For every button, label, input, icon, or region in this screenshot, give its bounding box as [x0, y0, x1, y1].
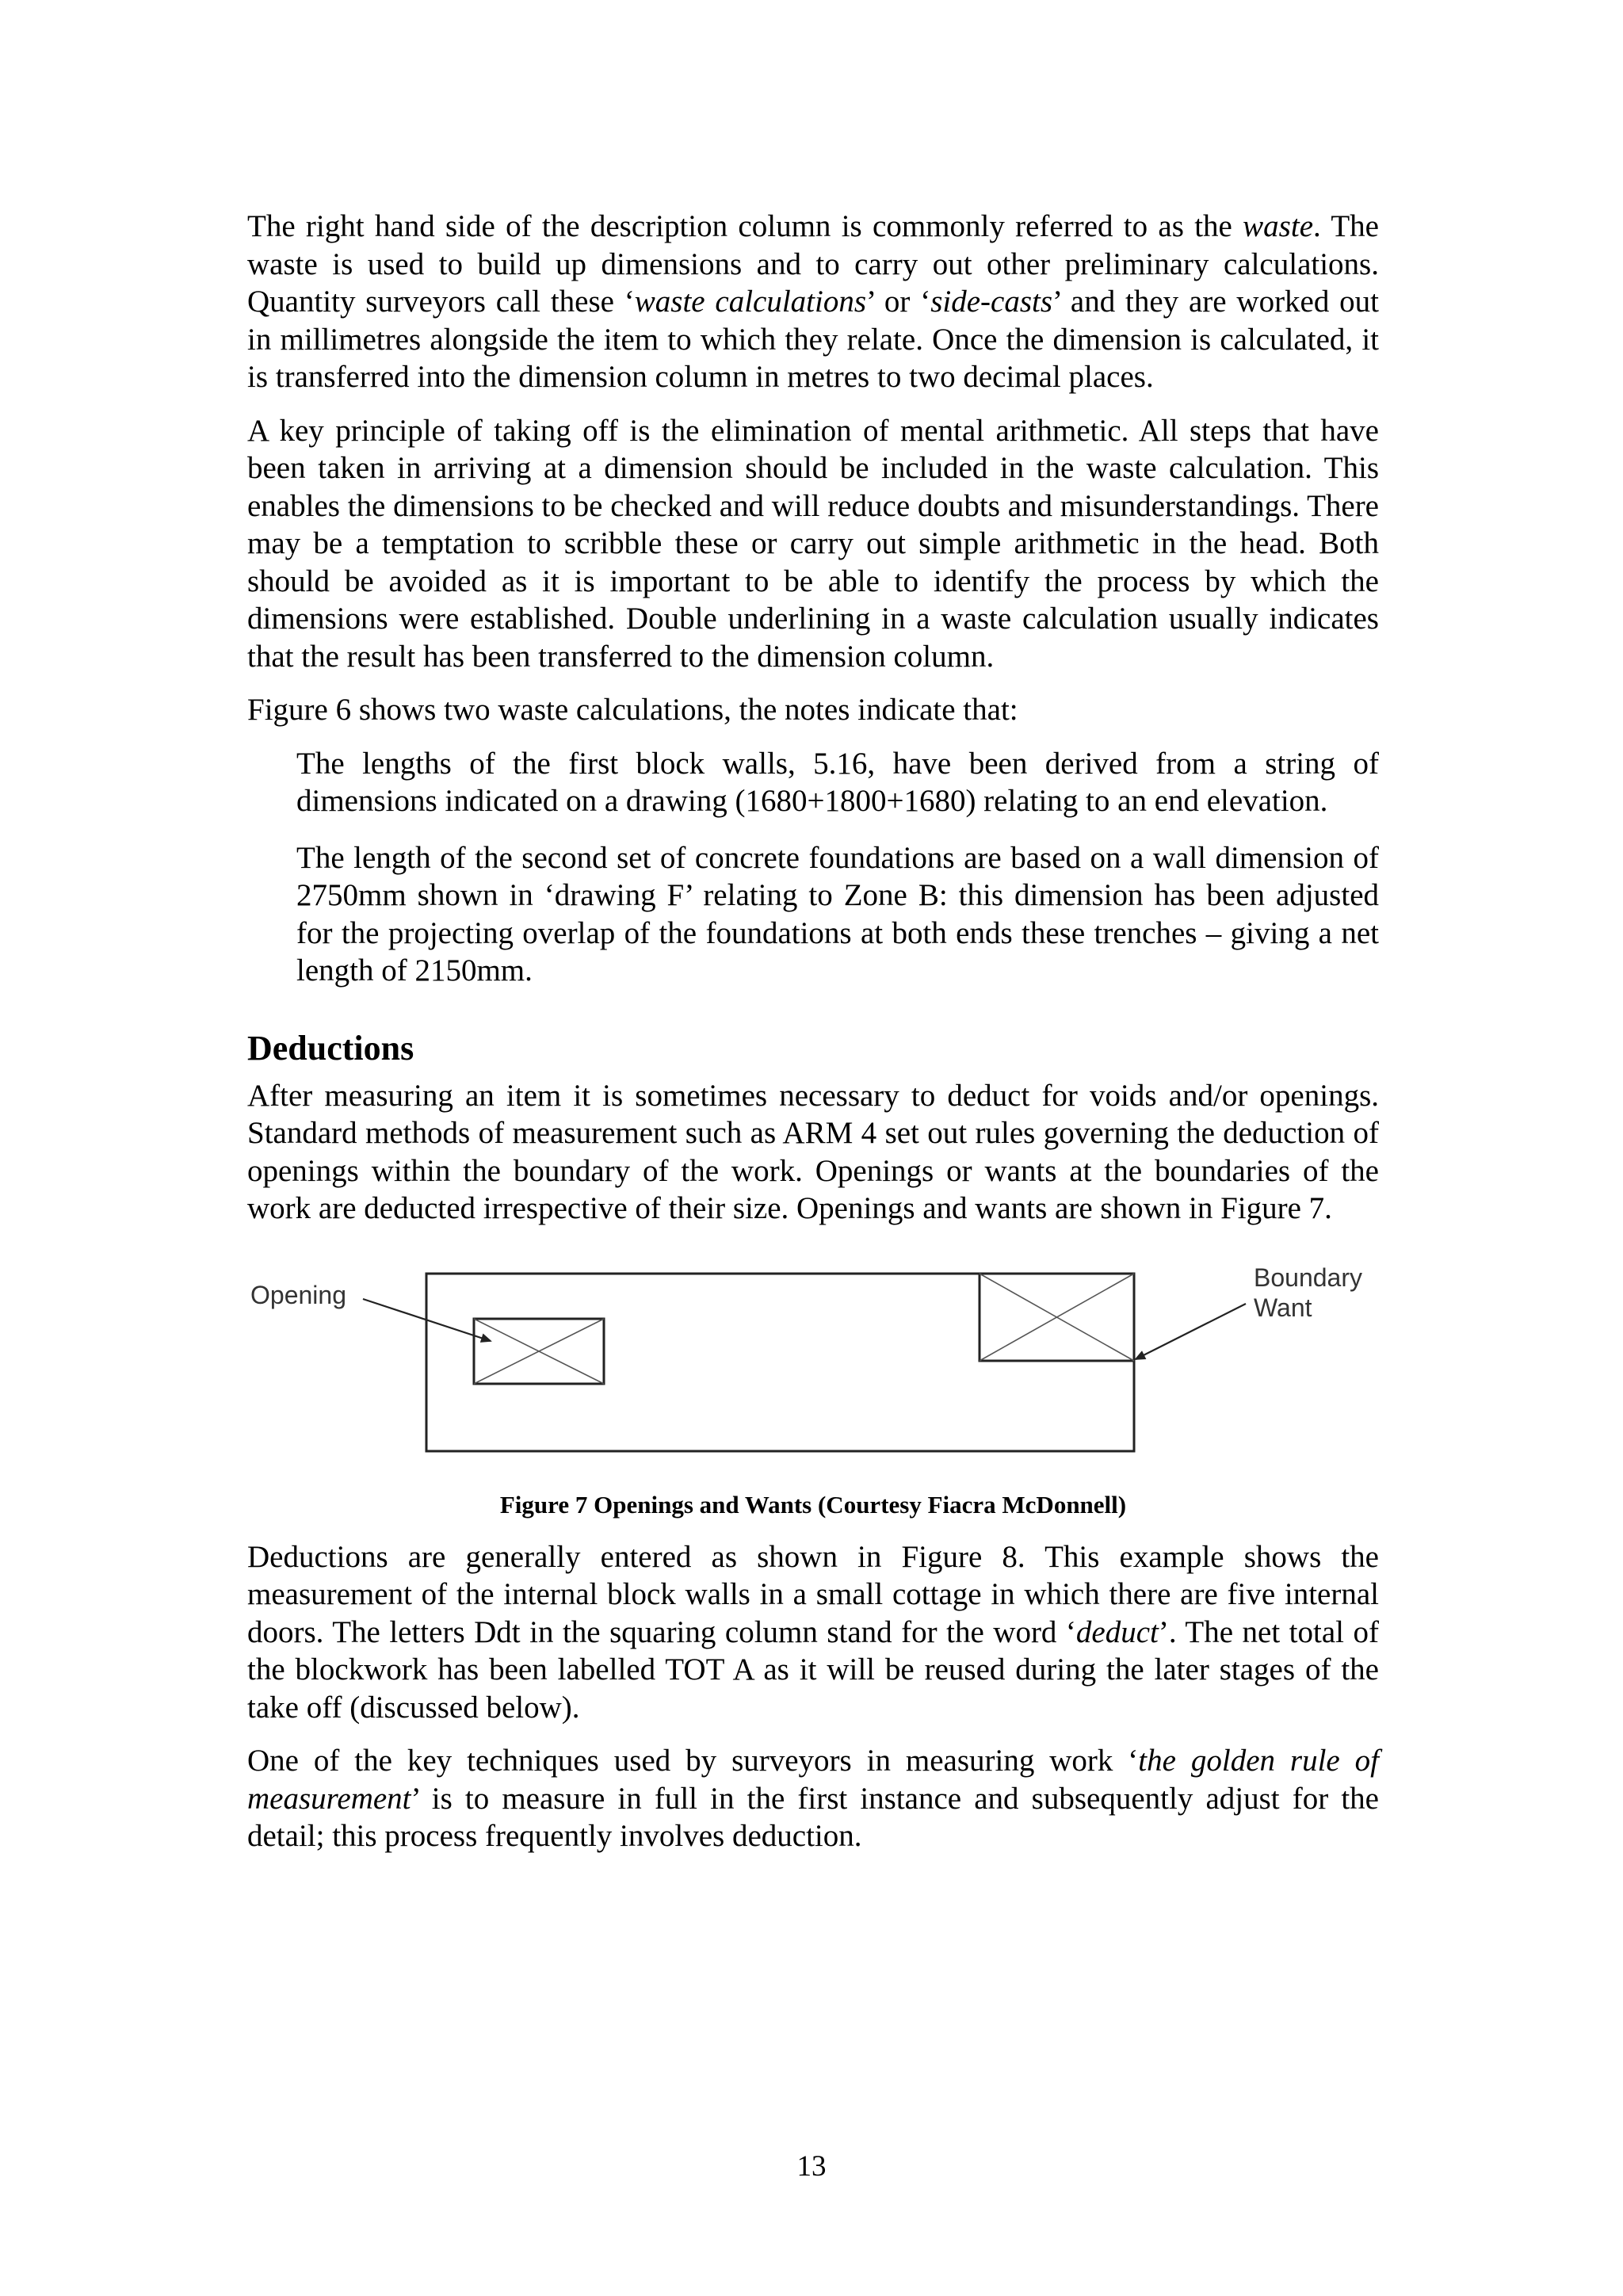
boundary-want-arrow: [1136, 1304, 1246, 1359]
bullet-icon: [247, 839, 296, 990]
boundary-label: Boundary: [1254, 1263, 1362, 1292]
paragraph-figure6-intro: Figure 6 shows two waste calculations, the notes indicate that:: [247, 693, 1018, 727]
bullet-text: The length of the second set of concrete foundations are based on a wall dimension of 2750mm shown in ‘drawing F’ relating to Zone B: this dimension has been adjusted for the projecting overlap of the foundations at both ends these trenches – giving a net length of 2150mm.: [296, 840, 1379, 988]
paragraph-deductions: After measuring an item it is sometimes necessary to deduct for voids and/or openings. Standard methods of measurement such as ARM 4 set out rules governing the deduction of openings within the boundary of the work. Openings or wants at the boundaries of the work are deducted irrespective of their size. Openings and wants are shown in Figure 7.: [247, 1078, 1379, 1225]
boundary-want-box: [980, 1274, 1134, 1361]
paragraph-golden-rule: One of the key techniques used by surveyors in measuring work ‘the golden rule of measurement’ is to measure in full in the first instance and subsequently adjust for the detail; this process frequently involves deduction.: [247, 1744, 1379, 1853]
section-heading: Deductions: [247, 1028, 414, 1068]
page-content: [247, 208, 1379, 1871]
bullet-icon: [247, 745, 296, 820]
page-number: 13: [796, 2150, 827, 2183]
bullet-text: The lengths of the first block walls, 5.16, have been derived from a string of dimensions indicated on a drawing (1680+1800+1680) relating to an end elevation.: [296, 746, 1379, 818]
paragraph-waste-intro: The right hand side of the description column is commonly referred to as the waste. The waste is used to build up dimensions and to carry out other preliminary calculations. Quantity surveyors call these ‘waste calculations’ or ‘side-casts’ and they are worked out in millimetres alongside the item to which they relate. Once the dimension is calculated, it is transferred into the dimension column in metres to two decimal places.: [247, 209, 1380, 394]
paragraph-mental-arithmetic: A key principle of taking off is the elimination of mental arithmetic. All steps that have been taken in arriving at a dimension should be included in the waste calculation. This enables the dimensions to be checked and will reduce doubts and misunderstandings. There may be a temptation to scribble these or carry out simple arithmetic in the head. Both should be avoided as it is important to be able to identify the process by which the dimensions were established. Double underlining in a waste calculation usually indicates that the result has been transferred to the dimension column.: [247, 413, 1379, 674]
opening-label: Opening: [250, 1280, 346, 1309]
figure-caption: Figure 7 Openings and Wants (Courtesy Fiacra McDonnell): [499, 1490, 1127, 1519]
list-item: [247, 745, 1379, 820]
openings-diagram: [247, 1266, 1379, 1472]
list-item: [247, 839, 1379, 990]
bullet-list: [247, 745, 1379, 990]
paragraph-deductions-entry: Deductions are generally entered as shown in Figure 8. This example shows the measurement of the internal block walls in a small cottage in which there are five internal doors. The letters Ddt in the squaring column stand for the word ‘deduct’. The net total of the blockwork has been labelled TOT A as it will be reused during the later stages of the take off (discussed below).: [247, 1539, 1379, 1725]
want-label: Want: [1254, 1293, 1312, 1322]
opening-box: [474, 1319, 604, 1384]
figure-openings-wants: [247, 1263, 1379, 1472]
